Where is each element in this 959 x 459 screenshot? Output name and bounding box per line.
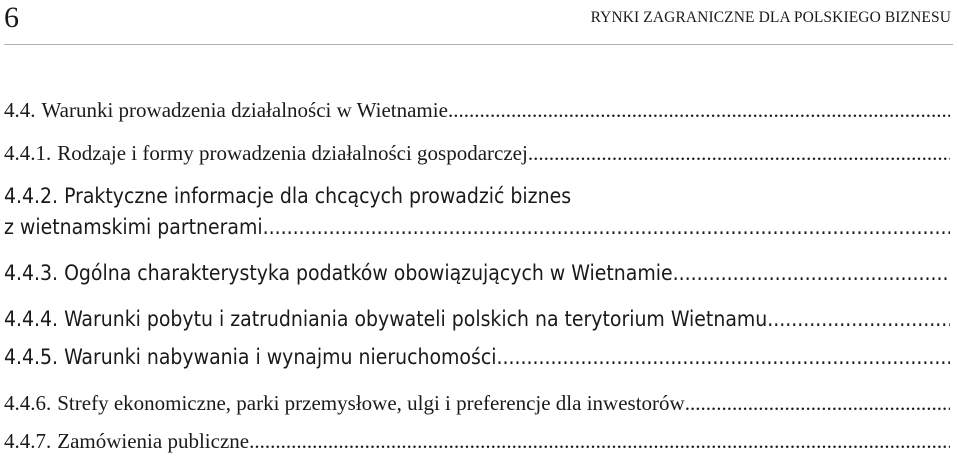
toc-entry-4-4-6[interactable]: [4, 390, 950, 416]
toc-entry-title: Praktyczne informacje dla chcących prowadzić biznes: [64, 184, 572, 208]
toc-entry-number: 4.4.6.: [4, 391, 52, 415]
toc-entry-title: Warunki nabywania i wynajmu nieruchomości: [64, 345, 497, 369]
toc-entry-4-4-2[interactable]: [4, 183, 950, 209]
toc-entry-title-continuation: z wietnamskimi partnerami: [4, 215, 263, 239]
toc-entry-title: Warunki prowadzenia działalności w Wietnamie: [41, 98, 448, 122]
dot-leader: [263, 214, 950, 240]
dot-leader: [673, 260, 950, 286]
toc-entry-number: 4.4.7.: [4, 429, 52, 453]
toc-entry-title: Warunki pobytu i zatrudniania obywateli polskich na terytorium Wietnamu: [64, 307, 768, 331]
toc-entry-number: 4.4.3.: [4, 261, 59, 285]
toc-entry-4-4-4[interactable]: [4, 306, 950, 332]
page-number: 6: [4, 1, 19, 34]
dot-leader: [448, 97, 950, 123]
toc-entry-title: Zamówienia publiczne: [57, 429, 250, 453]
toc-entry-4-4-7[interactable]: [4, 428, 950, 454]
dot-leader: [249, 428, 950, 454]
toc-entry-number: 4.4.5.: [4, 345, 59, 369]
toc-entry-number: 4.4.: [4, 98, 36, 122]
toc-entry-4-4-3[interactable]: [4, 260, 950, 286]
toc-entry-number: 4.4.2.: [4, 184, 59, 208]
toc-entry-title: Strefy ekonomiczne, parki przemysłowe, ulgi i preferencje dla inwestorów: [57, 391, 685, 415]
dot-leader: [528, 140, 950, 166]
dot-leader: [685, 390, 950, 416]
toc-entry-title: Rodzaje i formy prowadzenia działalności gospodarczej: [57, 141, 528, 165]
toc-entry-title: Ogólna charakterystyka podatków obowiązujących w Wietnamie: [64, 261, 673, 285]
toc-entry-4-4-1[interactable]: [4, 140, 950, 166]
toc-entry-4-4-5[interactable]: [4, 344, 950, 370]
toc-entry-number: 4.4.1.: [4, 141, 52, 165]
dot-leader: [496, 344, 950, 370]
header-rule: [4, 44, 953, 45]
toc-entry-4-4-2-continuation[interactable]: [4, 214, 950, 240]
toc-entry-4-4[interactable]: [4, 97, 950, 123]
dot-leader: [767, 306, 950, 332]
toc-entry-number: 4.4.4.: [4, 307, 59, 331]
running-header: RYNKI ZAGRANICZNE DLA POLSKIEGO BIZNESU: [590, 9, 951, 26]
